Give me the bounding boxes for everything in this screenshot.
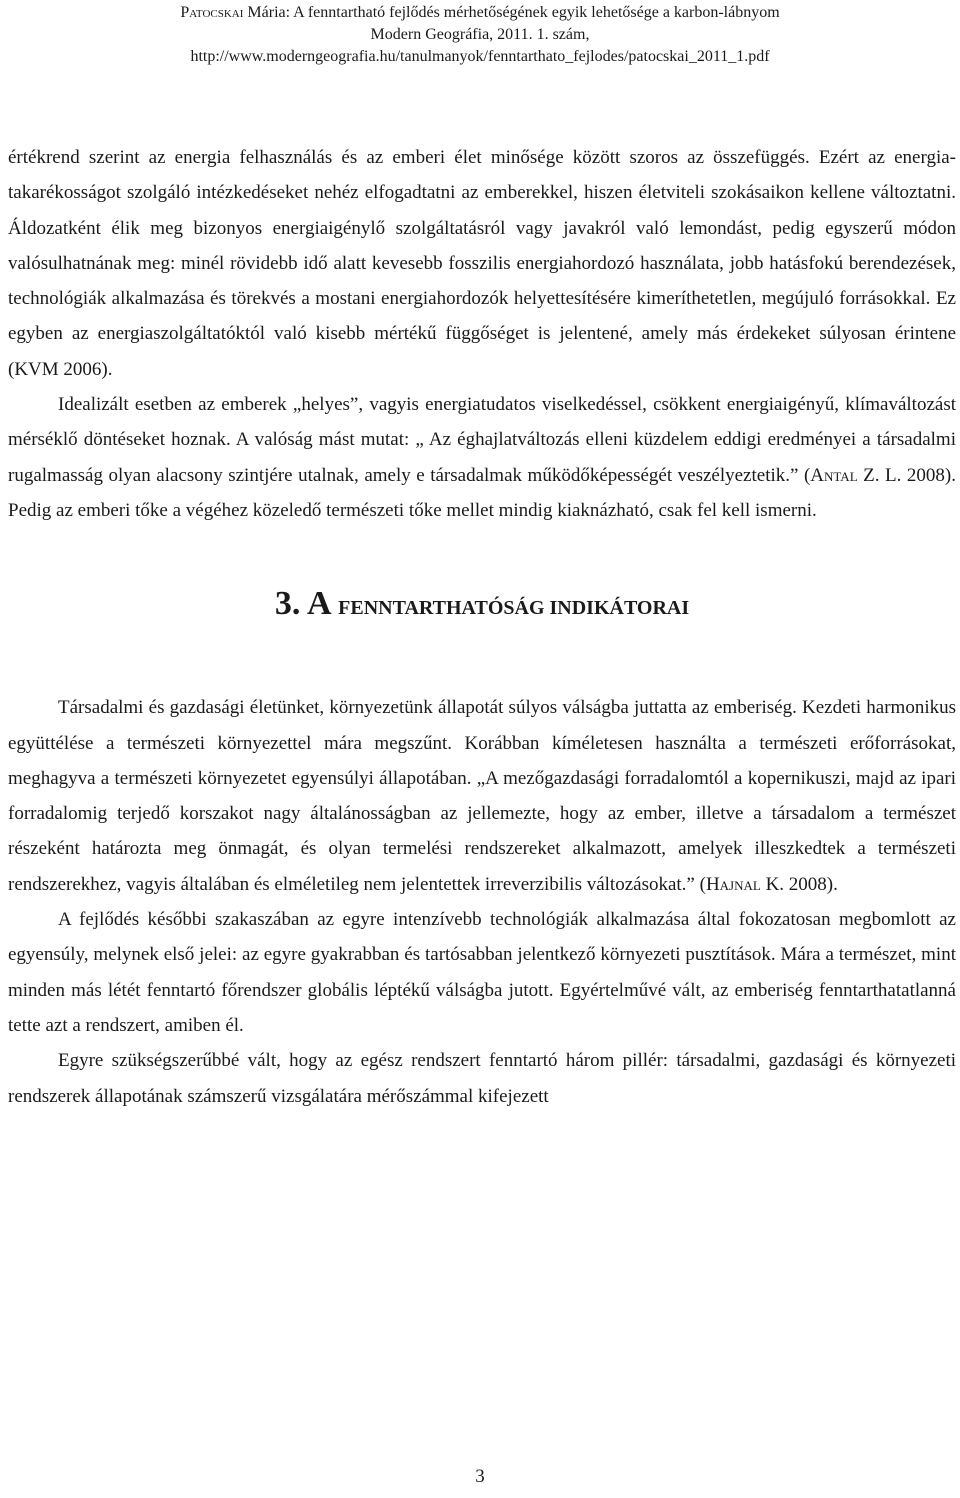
paragraph-1: értékrend szerint az energia felhasználás és az emberi élet minősége között szoros az összefüggés. Ezért az energia-takarékosságot szolgáló intézkedéseket nehéz elfogadtatni az emberekkel, hiszen életviteli szokásaikon kellene változtatni. Áldozatként élik meg bizonyos energiaigénylő szolgáltatásról vagy javakról való lemondást, pedig egyszerű módon valósulhatnának meg: minél rövidebb idő alatt kevesebb fosszilis energiahordozó használata, jobb hatásfokú berendezések, technológiák alkalmazása és törekvés a mostani energiahordozók helyettesítésére kimeríthetetlen, megújuló forrásokkal. Ez egyben az energiaszolgáltatóktól való kisebb mértékű függőséget is jelentené, amely más érdekeket súlyosan érintene (KVM 2006). [8,147,956,380]
citation-author: Antal [810,464,858,486]
section-heading [8,584,956,628]
section-heading-title: FENNTARTHATÓSÁG INDIKÁTORAI [338,597,690,620]
paragraph-2-text-b: Z. L. 2008). Pedig az emberi tőke a végéhez közeledő természeti tőke mellet mindig kiaknázható, csak fel kell ismerni. [8,464,957,521]
header-line-2: Modern Geográfia, 2011. 1. szám, [370,26,590,43]
header-author: Patocskai [180,4,244,21]
page-number: 3 [475,1466,485,1487]
header-url: http://www.moderngeografia.hu/tanulmanyok/fenntarthato_fejlodes/patocskai_2011_1.pdf [190,48,770,65]
header-line-1 [0,2,960,24]
header-title: Mária: A fenntartható fejlődés mérhetőségének egyik lehetősége a karbon-lábnyom [243,4,780,21]
section-heading-number: 3. A [274,585,339,623]
page-body [8,140,956,1114]
paragraph-4: A fejlődés későbbi szakaszában az egyre intenzívebb technológiák alkalmazása által fokozatosan megbomlott az egyensúly, melynek első jelei: az egyre gyakrabban és tartósabban jelentkező környezeti pusztítások. Mára a természet, mint minden más létét fenntartó főrendszer globális léptékű válságba jutott. Egyértelművé vált, az emberiség fenntarthatatlanná tette azt a rendszert, amiben él. [8,909,956,1036]
paragraph-3-text-b: K. 2008). [760,873,838,895]
paragraph-3-text-a: Társadalmi és gazdasági életünket, környezetünk állapotát súlyos válságba juttatta az emberiség. Kezdeti harmonikus együttélése a természeti környezettel mára megszűnt. Korábban kíméletesen használta a természeti erőforrásokat, meghagyva a természeti környezetet egyensúlyi állapotában. „A mezőgazdasági forradalomtól a kopernikuszi, majd az ipari forradalomig terjedő korszakot nagy általánosságban az jellemezte, hogy az ember, illetve a társadalom a természet részeként határozta meg önmagát, és olyan termelési rendszereket alkalmazott, amelyek illeszkedtek a természeti rendszerekhez, vagyis általában és elméletileg nem jelentettek irreverzibilis változásokat.” ( [8,697,956,895]
paragraph-5: Egyre szükségszerűbbé vált, hogy az egész rendszert fenntartó három pillér: társadalmi, gazdasági és környezeti rendszerek állapotának számszerű vizsgálatára mérőszámmal kifejezett [8,1050,956,1107]
citation-author: Hajnal [705,873,761,895]
paragraph-2 [8,387,956,528]
paragraph-3 [8,690,956,902]
running-header [0,2,960,68]
paragraph-2-text-a: Idealizált esetben az emberek „helyes”, vagyis energiatudatos viselkedéssel, csökkent energiaigényű, klímaváltozást mérséklő döntéseket hoznak. A valóság mást mutat: „ Az éghajlatváltozás elleni küzdelem eddigi eredményei a társadalmi rugalmasság olyan alacsony szintjére utalnak, amely e társadalmak működőképességét veszélyeztetik.” ( [8,394,956,486]
